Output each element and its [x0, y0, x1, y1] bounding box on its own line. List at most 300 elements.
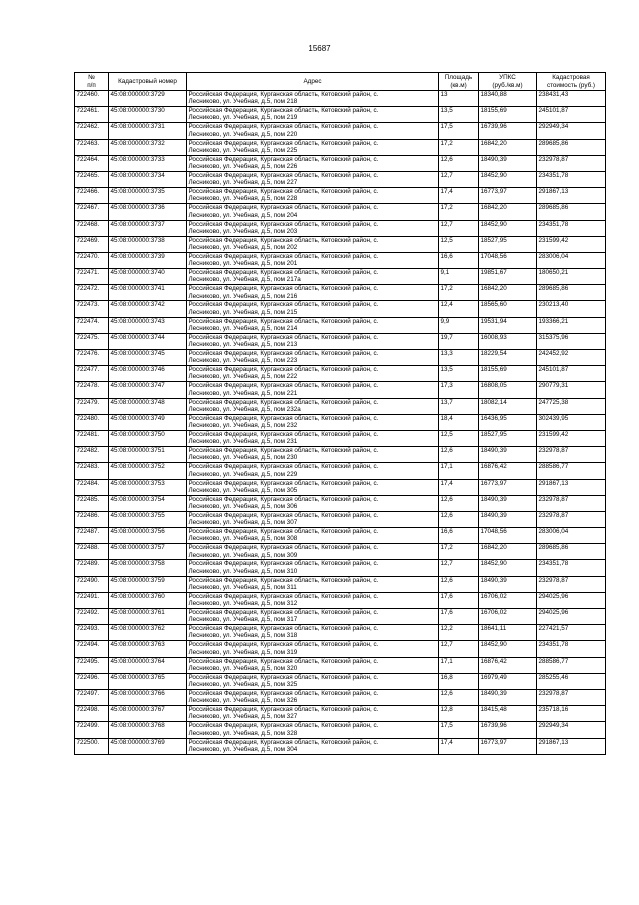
cell-area: 16,8	[439, 673, 479, 689]
cell-upks: 18452,90	[479, 641, 537, 657]
cell-cadastral-cost: 289685,86	[537, 544, 606, 560]
cell-upks: 16773,97	[479, 738, 537, 754]
cell-cadastral-number: 45:08:000000:3747	[109, 382, 187, 398]
address-line1: Российская Федерация, Курганская область, Кетовский район, с.	[188, 269, 379, 277]
table-row	[75, 576, 606, 592]
cell-number: 722500.	[75, 738, 109, 754]
cell-number: 722475.	[75, 333, 109, 349]
address-line1: Российская Федерация, Курганская область, Кетовский район, с.	[188, 609, 379, 616]
cell-number: 722480.	[75, 414, 109, 430]
cell-area: 12,6	[439, 447, 479, 463]
cell-cadastral-number: 45:08:000000:3742	[109, 301, 187, 317]
address-line1: Российская Федерация, Курганская область, Кетовский район, с.	[188, 91, 379, 98]
cell-number: 722461.	[75, 107, 109, 123]
cell-upks: 18452,90	[479, 560, 537, 576]
table-row	[75, 511, 606, 527]
cell-cadastral-number: 45:08:000000:3737	[109, 220, 187, 236]
address-line2: Лесниково, ул. Учебная, д.5, пом 228	[188, 195, 298, 203]
address-line2: Лесниково, ул. Учебная, д.5, пом 309	[188, 551, 298, 559]
address-line2: Лесниково, ул. Учебная, д.5, пом 326	[188, 697, 298, 705]
table-row	[75, 479, 606, 495]
cell-address	[187, 139, 439, 155]
cell-cadastral-number: 45:08:000000:3738	[109, 236, 187, 252]
header-cost-line2: стоимость (руб.)	[546, 81, 596, 89]
header-area-line1: Площадь	[444, 74, 473, 82]
address-line2: Лесниково, ул. Учебная, д.5, пом 232а	[188, 405, 301, 413]
cell-number: 722481.	[75, 430, 109, 446]
cell-address	[187, 317, 439, 333]
table-row	[75, 641, 606, 657]
cell-address	[187, 269, 439, 285]
cell-upks: 18452,90	[479, 171, 537, 187]
cell-area: 17,2	[439, 544, 479, 560]
cell-number: 722485.	[75, 495, 109, 511]
address-line2: Лесниково, ул. Учебная, д.5, пом 231	[188, 438, 298, 446]
cell-cadastral-number: 45:08:000000:3758	[109, 560, 187, 576]
page-number: 15687	[308, 44, 331, 53]
cell-address	[187, 722, 439, 738]
cell-cadastral-cost: 289685,86	[537, 285, 606, 301]
cell-upks: 18490,39	[479, 689, 537, 705]
cell-cadastral-number: 45:08:000000:3761	[109, 609, 187, 625]
cell-area: 13,5	[439, 366, 479, 382]
table-row	[75, 155, 606, 171]
cell-area: 12,8	[439, 706, 479, 722]
cell-cadastral-number: 45:08:000000:3763	[109, 641, 187, 657]
table-row	[75, 673, 606, 689]
table-row	[75, 430, 606, 446]
cell-number: 722487.	[75, 528, 109, 544]
cell-address	[187, 592, 439, 608]
address-line2: Лесниково, ул. Учебная, д.5, пом 214	[188, 324, 298, 332]
cell-upks: 18229,54	[479, 350, 537, 366]
cell-cadastral-cost: 302439,95	[537, 414, 606, 430]
table-row	[75, 366, 606, 382]
address-line2: Лесниково, ул. Учебная, д.5, пом 311	[188, 583, 297, 591]
cell-area: 12,7	[439, 220, 479, 236]
address-line2: Лесниково, ул. Учебная, д.5, пом 218	[188, 98, 298, 106]
address-line1: Российская Федерация, Курганская область, Кетовский район, с.	[188, 188, 379, 196]
address-line1: Российская Федерация, Курганская область, Кетовский район, с.	[188, 528, 379, 536]
table-row	[75, 123, 606, 139]
cell-area: 17,3	[439, 382, 479, 398]
header-number-line2: п/п	[87, 81, 96, 89]
cell-cadastral-number: 45:08:000000:3745	[109, 350, 187, 366]
table-row	[75, 657, 606, 673]
cell-address	[187, 625, 439, 641]
cell-area: 13	[439, 91, 479, 107]
cell-cadastral-cost: 235718,16	[537, 706, 606, 722]
table-row	[75, 333, 606, 349]
table-row	[75, 171, 606, 187]
cell-cadastral-number: 45:08:000000:3732	[109, 139, 187, 155]
cell-number: 722483.	[75, 463, 109, 479]
cell-cadastral-number: 45:08:000000:3750	[109, 430, 187, 446]
cell-number: 722469.	[75, 236, 109, 252]
address-line1: Российская Федерация, Курганская область, Кетовский район, с.	[188, 333, 379, 341]
cell-upks: 19851,67	[479, 269, 537, 285]
address-line2: Лесниково, ул. Учебная, д.5, пом 219	[188, 114, 298, 122]
cell-upks: 16739,96	[479, 123, 537, 139]
cell-cadastral-number: 45:08:000000:3729	[109, 91, 187, 107]
cell-upks: 18490,39	[479, 447, 537, 463]
address-line1: Российская Федерация, Курганская область, Кетовский район, с.	[188, 139, 379, 147]
cell-address	[187, 188, 439, 204]
cell-cadastral-number: 45:08:000000:3752	[109, 463, 187, 479]
cell-upks: 18155,69	[479, 107, 537, 123]
address-line2: Лесниково, ул. Учебная, д.5, пом 305	[188, 486, 298, 494]
address-line2: Лесниково, ул. Учебная, д.5, пом 213	[188, 341, 298, 349]
cell-address	[187, 366, 439, 382]
cell-address	[187, 511, 439, 527]
cell-cadastral-cost: 294025,96	[537, 592, 606, 608]
cell-number: 722467.	[75, 204, 109, 220]
table-row	[75, 592, 606, 608]
header-address: Адрес	[187, 73, 439, 91]
cell-upks: 18490,39	[479, 495, 537, 511]
cell-cadastral-number: 45:08:000000:3743	[109, 317, 187, 333]
cell-area: 12,6	[439, 155, 479, 171]
cell-address	[187, 107, 439, 123]
table-header-row	[75, 73, 606, 91]
cell-cadastral-number: 45:08:000000:3736	[109, 204, 187, 220]
cell-area: 17,4	[439, 479, 479, 495]
table-row	[75, 139, 606, 155]
cell-number: 722474.	[75, 317, 109, 333]
cell-upks: 18641,11	[479, 625, 537, 641]
cell-number: 722482.	[75, 447, 109, 463]
cell-cadastral-cost: 288586,77	[537, 657, 606, 673]
address-line1: Российская Федерация, Курганская область, Кетовский район, с.	[188, 738, 379, 746]
cell-cadastral-cost: 231599,42	[537, 236, 606, 252]
cell-number: 722496.	[75, 673, 109, 689]
address-line1: Российская Федерация, Курганская область, Кетовский район, с.	[188, 722, 379, 730]
table-row	[75, 269, 606, 285]
table-row	[75, 528, 606, 544]
cell-number: 722494.	[75, 641, 109, 657]
cell-upks: 17048,56	[479, 252, 537, 268]
address-line1: Российская Федерация, Курганская область, Кетовский район, с.	[188, 301, 379, 309]
header-area	[439, 73, 479, 91]
cell-number: 722464.	[75, 155, 109, 171]
address-line1: Российская Федерация, Курганская область, Кетовский район, с.	[188, 236, 379, 244]
cell-number: 722470.	[75, 252, 109, 268]
address-line1: Российская Федерация, Курганская область, Кетовский район, с.	[188, 592, 379, 600]
cell-cadastral-cost: 292949,34	[537, 722, 606, 738]
cell-cadastral-number: 45:08:000000:3754	[109, 495, 187, 511]
address-line1: Российская Федерация, Курганская область, Кетовский район, с.	[188, 107, 379, 115]
cell-number: 722491.	[75, 592, 109, 608]
cell-cadastral-cost: 290779,31	[537, 382, 606, 398]
cell-cadastral-cost: 232978,87	[537, 511, 606, 527]
cell-area: 17,1	[439, 657, 479, 673]
header-upks	[479, 73, 537, 91]
cell-address	[187, 350, 439, 366]
address-line2: Лесниково, ул. Учебная, д.5, пом 232	[188, 422, 298, 430]
cadastral-registry-table	[74, 72, 606, 755]
cell-number: 722462.	[75, 123, 109, 139]
cell-number: 722473.	[75, 301, 109, 317]
address-line2: Лесниково, ул. Учебная, д.5, пом 318	[188, 632, 298, 640]
table-row	[75, 689, 606, 705]
cell-area: 12,6	[439, 495, 479, 511]
cell-upks: 16842,20	[479, 139, 537, 155]
address-line2: Лесниково, ул. Учебная, д.5, пом 223	[188, 357, 298, 365]
cell-cadastral-number: 45:08:000000:3751	[109, 447, 187, 463]
address-line1: Российская Федерация, Курганская область, Кетовский район, с.	[188, 576, 379, 584]
cell-address	[187, 220, 439, 236]
cell-address	[187, 544, 439, 560]
cell-number: 722465.	[75, 171, 109, 187]
cell-number: 722489.	[75, 560, 109, 576]
cell-cadastral-cost: 289685,86	[537, 139, 606, 155]
cell-cadastral-number: 45:08:000000:3744	[109, 333, 187, 349]
cell-cadastral-cost: 289685,86	[537, 204, 606, 220]
cell-cadastral-cost: 294025,96	[537, 609, 606, 625]
cell-upks: 16773,97	[479, 188, 537, 204]
address-line2: Лесниково, ул. Учебная, д.5, пом 317	[188, 616, 298, 624]
cell-address	[187, 560, 439, 576]
address-line2: Лесниково, ул. Учебная, д.5, пом 202	[188, 243, 298, 251]
cell-cadastral-cost: 232978,87	[537, 495, 606, 511]
header-cadastral-number: Кадастровый номер	[109, 73, 187, 91]
cell-number: 722490.	[75, 576, 109, 592]
cell-upks: 16842,20	[479, 544, 537, 560]
cell-upks: 18340,88	[479, 91, 537, 107]
cell-area: 12,7	[439, 641, 479, 657]
cell-address	[187, 333, 439, 349]
cell-number: 722463.	[75, 139, 109, 155]
cell-area: 9,9	[439, 317, 479, 333]
cell-upks: 18527,95	[479, 430, 537, 446]
cell-number: 722476.	[75, 350, 109, 366]
address-line1: Российская Федерация, Курганская область, Кетовский район, с.	[188, 430, 379, 438]
cell-upks: 16876,42	[479, 657, 537, 673]
cell-address	[187, 495, 439, 511]
cell-address	[187, 123, 439, 139]
cell-address	[187, 463, 439, 479]
cell-address	[187, 204, 439, 220]
cell-area: 13,7	[439, 398, 479, 414]
cell-area: 9,1	[439, 269, 479, 285]
address-line1: Российская Федерация, Курганская область, Кетовский район, с.	[188, 479, 379, 487]
cell-area: 13,3	[439, 350, 479, 366]
cell-cadastral-cost: 232978,87	[537, 447, 606, 463]
cell-cadastral-cost: 288586,77	[537, 463, 606, 479]
address-line1: Российская Федерация, Курганская область, Кетовский район, с.	[188, 625, 379, 633]
cell-cadastral-cost: 292949,34	[537, 123, 606, 139]
address-line1: Российская Федерация, Курганская область, Кетовский район, с.	[188, 366, 379, 374]
cell-number: 722478.	[75, 382, 109, 398]
cell-number: 722466.	[75, 188, 109, 204]
cell-number: 722495.	[75, 657, 109, 673]
cell-cadastral-cost: 230213,40	[537, 301, 606, 317]
cell-address	[187, 91, 439, 107]
cell-number: 722499.	[75, 722, 109, 738]
cell-cadastral-number: 45:08:000000:3760	[109, 592, 187, 608]
address-line1: Российская Федерация, Курганская область, Кетовский район, с.	[188, 673, 379, 681]
address-line2: Лесниково, ул. Учебная, д.5, пом 304	[188, 745, 298, 753]
address-line2: Лесниково, ул. Учебная, д.5, пом 226	[188, 163, 298, 171]
cell-address	[187, 657, 439, 673]
cell-cadastral-cost: 232978,87	[537, 576, 606, 592]
cell-upks: 18565,60	[479, 301, 537, 317]
cell-upks: 18490,39	[479, 576, 537, 592]
cell-area: 12,2	[439, 625, 479, 641]
address-line1: Российская Федерация, Курганская область, Кетовский район, с.	[188, 220, 379, 228]
address-line1: Российская Федерация, Курганская область, Кетовский район, с.	[188, 511, 379, 519]
address-line1: Российская Федерация, Курганская область, Кетовский район, с.	[188, 414, 379, 422]
header-cost-line1: Кадастровая	[552, 74, 590, 82]
cell-address	[187, 382, 439, 398]
cell-upks: 19531,94	[479, 317, 537, 333]
cell-address	[187, 398, 439, 414]
cell-upks: 16876,42	[479, 463, 537, 479]
cell-cadastral-cost: 291867,13	[537, 479, 606, 495]
header-cadastral-cost	[537, 73, 606, 91]
table-row	[75, 398, 606, 414]
address-line1: Российская Федерация, Курганская область, Кетовский район, с.	[188, 706, 379, 714]
table-row	[75, 188, 606, 204]
table-row	[75, 738, 606, 754]
cell-area: 12,7	[439, 560, 479, 576]
table-row	[75, 350, 606, 366]
cell-upks: 16436,95	[479, 414, 537, 430]
cell-number: 722498.	[75, 706, 109, 722]
cell-cadastral-cost: 234351,78	[537, 171, 606, 187]
cell-address	[187, 706, 439, 722]
cell-cadastral-cost: 193366,21	[537, 317, 606, 333]
cell-upks: 16008,93	[479, 333, 537, 349]
cell-upks: 18155,69	[479, 366, 537, 382]
cell-address	[187, 576, 439, 592]
table-row	[75, 414, 606, 430]
header-number-line1: №	[88, 74, 95, 82]
table-row	[75, 252, 606, 268]
cell-upks: 18527,95	[479, 236, 537, 252]
cell-upks: 18452,90	[479, 220, 537, 236]
cell-upks: 16842,20	[479, 204, 537, 220]
address-line2: Лесниково, ул. Учебная, д.5, пом 327	[188, 713, 298, 721]
cell-number: 722492.	[75, 609, 109, 625]
address-line2: Лесниково, ул. Учебная, д.5, пом 216	[188, 292, 298, 300]
address-line2: Лесниково, ул. Учебная, д.5, пом 215	[188, 308, 298, 316]
cell-cadastral-cost: 231599,42	[537, 430, 606, 446]
cell-cadastral-cost: 291867,13	[537, 738, 606, 754]
address-line2: Лесниково, ул. Учебная, д.5, пом 217а	[188, 276, 301, 284]
cell-area: 12,6	[439, 689, 479, 705]
cell-area: 17,6	[439, 592, 479, 608]
cell-area: 17,6	[439, 609, 479, 625]
cell-cadastral-number: 45:08:000000:3731	[109, 123, 187, 139]
cell-area: 17,2	[439, 285, 479, 301]
address-line2: Лесниково, ул. Учебная, д.5, пом 227	[188, 179, 298, 187]
cell-address	[187, 236, 439, 252]
cell-upks: 16706,02	[479, 609, 537, 625]
table-row	[75, 609, 606, 625]
cell-area: 16,6	[439, 252, 479, 268]
cell-upks: 16808,05	[479, 382, 537, 398]
address-line1: Российская Федерация, Курганская область, Кетовский район, с.	[188, 382, 379, 390]
cell-cadastral-cost: 283006,04	[537, 252, 606, 268]
cell-cadastral-cost: 247725,38	[537, 398, 606, 414]
cell-area: 12,5	[439, 236, 479, 252]
cell-address	[187, 285, 439, 301]
cell-cadastral-number: 45:08:000000:3739	[109, 252, 187, 268]
cell-upks: 18490,39	[479, 511, 537, 527]
header-area-line2: (кв.м)	[450, 81, 467, 89]
header-upks-line1: УПКС	[499, 74, 516, 82]
cell-cadastral-number: 45:08:000000:3753	[109, 479, 187, 495]
address-line2: Лесниково, ул. Учебная, д.5, пом 308	[188, 535, 298, 543]
cell-area: 12,5	[439, 430, 479, 446]
cell-cadastral-number: 45:08:000000:3768	[109, 722, 187, 738]
table-row	[75, 722, 606, 738]
address-line2: Лесниково, ул. Учебная, д.5, пом 325	[188, 681, 298, 689]
address-line1: Российская Федерация, Курганская область, Кетовский район, с.	[188, 204, 379, 212]
cell-upks: 18490,39	[479, 155, 537, 171]
cell-cadastral-number: 45:08:000000:3749	[109, 414, 187, 430]
address-line2: Лесниково, ул. Учебная, д.5, пом 225	[188, 146, 298, 154]
cell-address	[187, 738, 439, 754]
table-row	[75, 301, 606, 317]
address-line2: Лесниково, ул. Учебная, д.5, пом 320	[188, 664, 298, 672]
cell-cadastral-cost: 242452,92	[537, 350, 606, 366]
cell-cadastral-cost: 234351,78	[537, 220, 606, 236]
address-line2: Лесниково, ул. Учебная, д.5, пом 230	[188, 454, 298, 462]
cell-number: 722477.	[75, 366, 109, 382]
table-row	[75, 220, 606, 236]
address-line2: Лесниково, ул. Учебная, д.5, пом 312	[188, 600, 298, 608]
address-line2: Лесниково, ул. Учебная, д.5, пом 220	[188, 130, 298, 138]
cell-address	[187, 171, 439, 187]
cell-number: 722497.	[75, 689, 109, 705]
address-line1: Российская Федерация, Курганская область, Кетовский район, с.	[188, 463, 379, 471]
cell-cadastral-cost: 285255,46	[537, 673, 606, 689]
cell-cadastral-number: 45:08:000000:3730	[109, 107, 187, 123]
address-line1: Российская Федерация, Курганская область, Кетовский район, с.	[188, 123, 379, 131]
table-row	[75, 107, 606, 123]
cell-cadastral-cost: 232978,87	[537, 155, 606, 171]
address-line2: Лесниково, ул. Учебная, д.5, пом 306	[188, 502, 298, 510]
cell-address	[187, 430, 439, 446]
cell-area: 19,7	[439, 333, 479, 349]
address-line2: Лесниково, ул. Учебная, д.5, пом 201	[188, 260, 298, 268]
cell-number: 722460.	[75, 91, 109, 107]
cell-upks: 18415,48	[479, 706, 537, 722]
table-row	[75, 317, 606, 333]
address-line1: Российская Федерация, Курганская область, Кетовский район, с.	[188, 657, 379, 665]
cell-address	[187, 689, 439, 705]
cell-upks: 16842,20	[479, 285, 537, 301]
cell-cadastral-number: 45:08:000000:3748	[109, 398, 187, 414]
cell-cadastral-cost: 238431,43	[537, 91, 606, 107]
address-line1: Российская Федерация, Курганская область, Кетовский район, с.	[188, 171, 379, 179]
cell-area: 18,4	[439, 414, 479, 430]
cell-area: 12,6	[439, 576, 479, 592]
cell-address	[187, 641, 439, 657]
cell-address	[187, 609, 439, 625]
cell-cadastral-cost: 180650,21	[537, 269, 606, 285]
cell-cadastral-cost: 234351,78	[537, 641, 606, 657]
address-line2: Лесниково, ул. Учебная, д.5, пом 328	[188, 729, 298, 737]
cell-address	[187, 301, 439, 317]
address-line1: Российская Федерация, Курганская область, Кетовский район, с.	[188, 641, 379, 649]
cell-number: 722471.	[75, 269, 109, 285]
cell-cadastral-number: 45:08:000000:3741	[109, 285, 187, 301]
cell-area: 17,5	[439, 123, 479, 139]
address-line1: Российская Федерация, Курганская область, Кетовский район, с.	[188, 398, 379, 406]
